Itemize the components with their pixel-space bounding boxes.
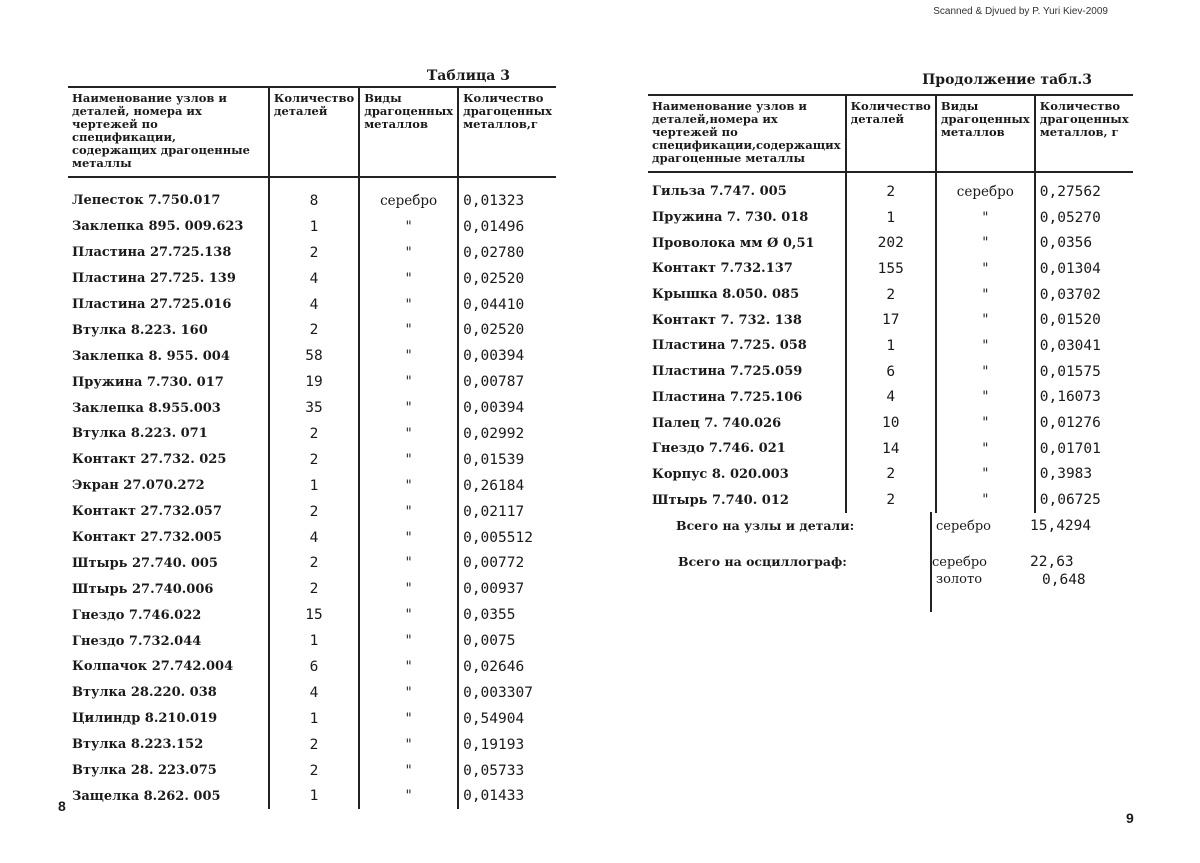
metal-mass: 0,01701 (1035, 436, 1133, 462)
table-caption: Продолжение табл.3 (922, 72, 1092, 88)
part-name: Защелка 8.262. 005 (72, 788, 221, 804)
metal-type: " (359, 602, 458, 628)
table-header-row (68, 87, 556, 177)
metal-type: " (936, 487, 1035, 513)
metal-mass: 0,0356 (1035, 230, 1133, 256)
metal-type: " (359, 732, 458, 758)
part-quantity: 58 (269, 343, 359, 369)
metal-mass: 0,005512 (458, 525, 556, 551)
part-quantity: 4 (269, 266, 359, 292)
metal-mass: 0,01323 (458, 177, 556, 214)
metal-type: " (359, 343, 458, 369)
metal-mass: 0,003307 (458, 680, 556, 706)
part-quantity: 8 (269, 177, 359, 214)
part-quantity: 2 (269, 576, 359, 602)
table-row (68, 499, 556, 525)
part-quantity: 1 (269, 706, 359, 732)
table-row (68, 421, 556, 447)
part-quantity: 2 (846, 462, 936, 488)
table-row (648, 359, 1133, 385)
table-row (648, 487, 1133, 513)
metal-type: " (936, 230, 1035, 256)
page-number: 8 (58, 798, 66, 814)
metal-mass: 0,01496 (458, 214, 556, 240)
metal-mass: 0,04410 (458, 292, 556, 318)
left-page (60, 0, 560, 863)
part-name: Контакт 27.732.005 (72, 530, 222, 546)
metal-type: " (359, 576, 458, 602)
table-row (648, 307, 1133, 333)
table-row (68, 706, 556, 732)
part-name: Пружина 7. 730. 018 (652, 210, 809, 226)
part-name: Цилиндр 8.210.019 (72, 711, 218, 727)
part-name: Втулка 8.223. 071 (72, 426, 208, 442)
part-quantity: 202 (846, 230, 936, 256)
metal-type: " (359, 292, 458, 318)
total-device-label: Всего на осциллограф: (678, 554, 847, 569)
table-row (648, 385, 1133, 411)
metal-type: " (359, 266, 458, 292)
metal-mass: 0,02780 (458, 240, 556, 266)
part-quantity: 2 (269, 447, 359, 473)
table-row (648, 256, 1133, 282)
header-mass: Количество драгоценных металлов, г (1035, 95, 1133, 172)
metal-type: " (936, 282, 1035, 308)
part-name: Контакт 27.732. 025 (72, 452, 227, 468)
metal-type: " (359, 783, 458, 809)
metal-type: " (359, 447, 458, 473)
part-name: Контакт 7.732.137 (652, 261, 793, 277)
part-name: Пластина 7.725.059 (652, 364, 803, 380)
metal-mass: 0,00787 (458, 369, 556, 395)
metal-mass: 0,02117 (458, 499, 556, 525)
part-quantity: 1 (269, 214, 359, 240)
part-quantity: 1 (269, 628, 359, 654)
table-row (68, 395, 556, 421)
part-quantity: 2 (269, 240, 359, 266)
table-row (68, 266, 556, 292)
table-header-row (648, 95, 1133, 172)
table-row (68, 602, 556, 628)
header-qty: Количество деталей (269, 87, 359, 177)
metal-type: " (359, 499, 458, 525)
table-row (648, 230, 1133, 256)
metal-type: " (359, 395, 458, 421)
metal-type: " (936, 307, 1035, 333)
part-name: Заклепка 895. 009.623 (72, 219, 244, 235)
table-row (648, 410, 1133, 436)
metal-mass: 0,03702 (1035, 282, 1133, 308)
metal-type: " (359, 680, 458, 706)
scan-credit: Scanned & Djvued by P. Yuri Kiev-2009 (933, 6, 1108, 17)
metal-mass: 0,01304 (1035, 256, 1133, 282)
metal-mass: 0,01539 (458, 447, 556, 473)
part-name: Втулка 8.223. 160 (72, 322, 208, 338)
part-quantity: 6 (846, 359, 936, 385)
part-quantity: 4 (269, 525, 359, 551)
part-quantity: 2 (846, 172, 936, 205)
metal-type: серебро (359, 177, 458, 214)
metal-type: " (936, 436, 1035, 462)
part-name: Гнездо 7.746. 021 (652, 441, 786, 457)
total-parts-label: Всего на узлы и детали: (676, 518, 855, 533)
metal-mass: 0,00937 (458, 576, 556, 602)
part-name: Гнездо 7.746.022 (72, 607, 202, 623)
part-quantity: 2 (269, 317, 359, 343)
table-row (68, 783, 556, 809)
table-row (648, 172, 1133, 205)
metal-type: " (359, 550, 458, 576)
header-name: Наименование узлов и деталей,номера их чертежей по спецификации,содержащих драгоценные металлы (648, 95, 846, 172)
metal-type: " (936, 205, 1035, 231)
metal-mass: 0,00394 (458, 395, 556, 421)
metal-type: " (936, 385, 1035, 411)
part-name: Пластина 7.725. 058 (652, 338, 807, 354)
metal-type: " (359, 758, 458, 784)
metal-type: " (359, 369, 458, 395)
metal-type: " (359, 706, 458, 732)
table-row (68, 292, 556, 318)
table-row (68, 576, 556, 602)
part-quantity: 1 (846, 333, 936, 359)
metal-mass: 0,19193 (458, 732, 556, 758)
part-name: Заклепка 8.955.003 (72, 400, 221, 416)
part-name: Пластина 27.725. 139 (72, 271, 236, 287)
part-name: Пластина 27.725.016 (72, 297, 232, 312)
table-row (68, 758, 556, 784)
part-quantity: 2 (846, 282, 936, 308)
table-row (648, 282, 1133, 308)
table-row (648, 436, 1133, 462)
part-name: Гильза 7.747. 005 (652, 184, 787, 200)
table-row (68, 317, 556, 343)
table-row (68, 214, 556, 240)
part-quantity: 17 (846, 307, 936, 333)
metal-type: " (936, 410, 1035, 436)
part-name: Заклепка 8. 955. 004 (72, 348, 230, 364)
metal-mass: 0,0075 (458, 628, 556, 654)
table-row (648, 205, 1133, 231)
metal-type: " (359, 525, 458, 551)
part-name: Пластина 7.725.106 (652, 389, 803, 405)
total-device-metal-silver: серебро (932, 555, 987, 570)
part-quantity: 2 (269, 550, 359, 576)
part-name: Палец 7. 740.026 (652, 415, 782, 431)
header-name: Наименование узлов и деталей, номера их чертежей по спецификации, содержащих драгоценные металлы (68, 87, 269, 177)
part-quantity: 4 (269, 680, 359, 706)
part-quantity: 1 (269, 783, 359, 809)
part-quantity: 1 (846, 205, 936, 231)
metal-type: " (936, 359, 1035, 385)
metal-mass: 0,54904 (458, 706, 556, 732)
metal-mass: 0,0355 (458, 602, 556, 628)
part-name: Экран 27.070.272 (72, 478, 205, 494)
part-name: Втулка 28.220. 038 (72, 685, 217, 701)
part-quantity: 155 (846, 256, 936, 282)
metal-type: " (359, 473, 458, 499)
part-name: Лепесток 7.750.017 (72, 193, 221, 209)
table-row (68, 447, 556, 473)
table-row (68, 343, 556, 369)
metal-mass: 0,26184 (458, 473, 556, 499)
metal-mass: 0,01520 (1035, 307, 1133, 333)
part-name: Пластина 27.725.138 (72, 245, 232, 261)
part-name: Корпус 8. 020.003 (652, 466, 789, 482)
metal-type: " (359, 628, 458, 654)
metal-type: " (936, 256, 1035, 282)
part-name: Контакт 7. 732. 138 (652, 312, 802, 328)
part-quantity: 10 (846, 410, 936, 436)
metal-mass: 0,00772 (458, 550, 556, 576)
part-quantity: 2 (269, 758, 359, 784)
metal-type: " (936, 333, 1035, 359)
metal-mass: 0,03041 (1035, 333, 1133, 359)
metal-type: " (359, 421, 458, 447)
metal-type: " (359, 317, 458, 343)
table-row (68, 369, 556, 395)
total-device-value-silver: 22,63 (1030, 554, 1074, 570)
total-device-value-gold: 0,648 (1042, 572, 1086, 588)
table-caption: Таблица 3 (426, 68, 510, 84)
metal-type: серебро (936, 172, 1035, 205)
metal-mass: 0,02646 (458, 654, 556, 680)
metal-mass: 0,01276 (1035, 410, 1133, 436)
part-quantity: 2 (846, 487, 936, 513)
part-quantity: 2 (269, 732, 359, 758)
header-qty: Количество деталей (846, 95, 936, 172)
metal-mass: 0,02520 (458, 317, 556, 343)
table-row (648, 333, 1133, 359)
part-name: Контакт 27.732.057 (72, 504, 222, 520)
total-parts-value: 15,4294 (1030, 518, 1092, 534)
parts-table-right (648, 94, 1133, 513)
part-name: Втулка 8.223.152 (72, 737, 204, 753)
part-quantity: 15 (269, 602, 359, 628)
part-name: Штырь 27.740.006 (72, 581, 214, 597)
part-quantity: 6 (269, 654, 359, 680)
metal-mass: 0,06725 (1035, 487, 1133, 513)
part-name: Гнездо 7.732.044 (72, 633, 202, 649)
part-name: Втулка 28. 223.075 (72, 763, 217, 779)
metal-type: " (936, 462, 1035, 488)
part-quantity: 4 (269, 292, 359, 318)
total-device-metal-gold: золото (936, 572, 983, 587)
table-row (68, 680, 556, 706)
header-metal: Виды драгоценных металлов (359, 87, 458, 177)
table-row (68, 550, 556, 576)
right-page (640, 0, 1140, 863)
header-metal: Виды драгоценных металлов (936, 95, 1035, 172)
part-quantity: 1 (269, 473, 359, 499)
part-name: Колпачок 27.742.004 (72, 659, 234, 675)
metal-type: " (359, 654, 458, 680)
metal-mass: 0,02992 (458, 421, 556, 447)
table-row (68, 628, 556, 654)
page-number: 9 (1126, 810, 1134, 826)
table-row (68, 473, 556, 499)
header-mass: Количество драгоценных металлов,г (458, 87, 556, 177)
parts-table-left (68, 86, 556, 809)
metal-mass: 0,05733 (458, 758, 556, 784)
metal-type: " (359, 240, 458, 266)
part-quantity: 19 (269, 369, 359, 395)
metal-mass: 0,05270 (1035, 205, 1133, 231)
metal-mass: 0,27562 (1035, 172, 1133, 205)
table-row (68, 732, 556, 758)
part-name: Крышка 8.050. 085 (652, 287, 800, 303)
total-parts-metal: серебро (936, 519, 991, 534)
table-row (68, 654, 556, 680)
part-quantity: 4 (846, 385, 936, 411)
metal-mass: 0,3983 (1035, 462, 1133, 488)
metal-type: " (359, 214, 458, 240)
metal-mass: 0,16073 (1035, 385, 1133, 411)
metal-mass: 0,00394 (458, 343, 556, 369)
table-row (68, 177, 556, 214)
part-name: Штырь 7.740. 012 (652, 492, 789, 508)
part-quantity: 2 (269, 421, 359, 447)
table-row (68, 525, 556, 551)
metal-mass: 0,01433 (458, 783, 556, 809)
table-row (648, 462, 1133, 488)
part-name: Штырь 27.740. 005 (72, 555, 218, 571)
part-quantity: 14 (846, 436, 936, 462)
table-row (68, 240, 556, 266)
part-name: Пружина 7.730. 017 (72, 374, 224, 390)
part-quantity: 35 (269, 395, 359, 421)
metal-mass: 0,01575 (1035, 359, 1133, 385)
metal-mass: 0,02520 (458, 266, 556, 292)
part-name: Проволока мм Ø 0,51 (652, 235, 815, 251)
part-quantity: 2 (269, 499, 359, 525)
